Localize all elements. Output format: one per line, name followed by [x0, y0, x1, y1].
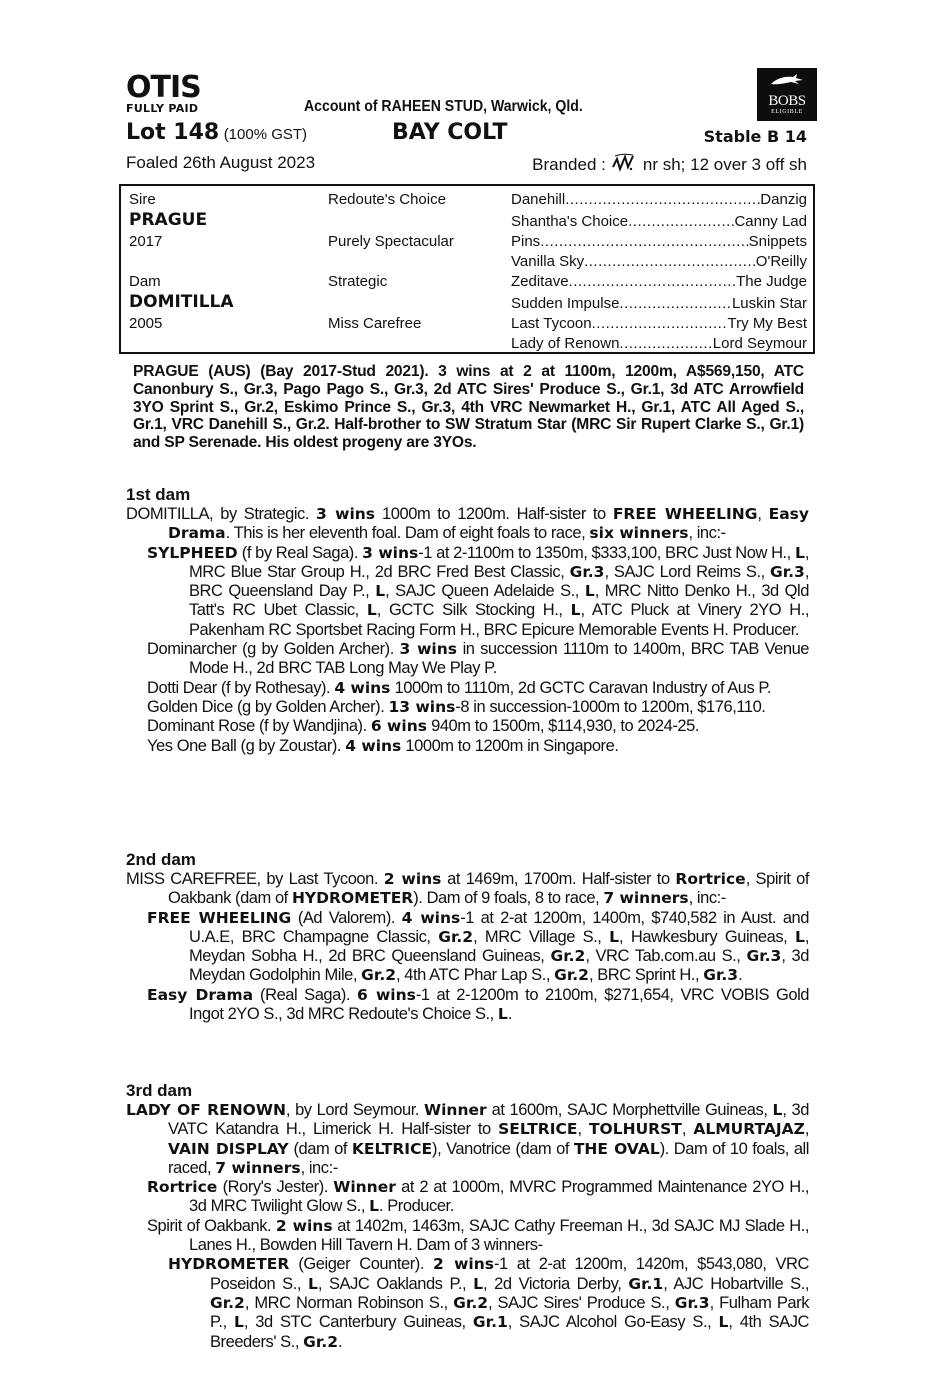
- pedigree-paragraph: LADY OF RENOWN, by Lord Seymour. Winner at 1600m, SAJC Morphettville Guineas, L, 3d VATC Katandra H., Limerick H. Half-sister to SELTRICE, TOLHURST, ALMURTAJAZ, VAIN DISPLAY (dam of KELTRICE), Vanotrice (dam of THE OVAL). Dam of 10 foals, all raced, 7 winners, inc:-: [126, 1101, 810, 1177]
- grandparent-name: Lady of Renown: [511, 335, 620, 352]
- grandparent-sire: Luskin Star: [731, 295, 807, 312]
- second-dam-section: [126, 850, 809, 1024]
- grandparent-row: [511, 273, 807, 290]
- grandparent-row: [511, 295, 807, 312]
- otis-logo: [126, 70, 201, 115]
- grandparent-name: Shantha's Choice: [511, 213, 629, 230]
- sire-dam: Purely Spectacular: [328, 233, 454, 250]
- pedigree-paragraph: Rortrice (Rory's Jester). Winner at 2 at 1000m, MVRC Programmed Maintenance 2YO H., 3d MRC Twilight Glow S., L. Producer.: [147, 1178, 809, 1216]
- grandparent-sire: The Judge: [736, 273, 807, 290]
- grandparent-name: Pins: [511, 233, 541, 250]
- bobs-badge-title: BOBS: [768, 93, 806, 109]
- first-dam-section: [126, 485, 809, 756]
- sire-name: PRAGUE: [129, 210, 208, 230]
- pedigree-paragraph: Golden Dice (g by Golden Archer). 13 wins-8 in succession-1000m to 1200m, $176,110.: [147, 697, 766, 716]
- section-body: [126, 1101, 809, 1352]
- horse-head-icon: [757, 72, 817, 94]
- pedigree-paragraph: MISS CAREFREE, by Last Tycoon. 2 wins at 1469m, 1700m. Half-sister to Rortrice, Spirit of Oakbank (dam of HYDROMETER). Dam of 9 foals, 8 to race, 7 winners, inc:-: [126, 870, 810, 908]
- grandparent-row: [511, 213, 807, 230]
- sire-year: 2017: [129, 233, 163, 250]
- section-title: 3rd dam: [126, 1081, 193, 1100]
- lot-heading: [126, 120, 307, 145]
- pedigree-paragraph: Dominant Rose (f by Wandjina). 6 wins 940m to 1500m, $114,930, to 2024-25.: [147, 717, 699, 736]
- bobs-eligible-badge: [757, 68, 817, 121]
- section-title: 2nd dam: [126, 850, 196, 869]
- horse-description: BAY COLT: [392, 120, 508, 145]
- vendor-account: Account of RAHEEN STUD, Warwick, Qld.: [304, 98, 583, 115]
- sire-summary: PRAGUE (AUS) (Bay 2017-Stud 2021). 3 wins at 2 at 1100m, 1200m, A$569,150, ATC Canonbury S., Gr.3, Pago Pago S., Gr.3, 2d ATC Sires' Produce S., Gr.1, 3d ATC Arrowfield 3YO Sprint S., Gr.2, Eskimo Prince S., Gr.3, 4th VRC Newmarket H., Gr.1, ATC All Aged S., Gr.1, VRC Danehill S., Gr.2. Half-brother to SW Stratum Star (MRC Sir Rupert Clarke S., Gr.1) and SP Serenade. His oldest progeny are 3YOs.: [133, 363, 804, 452]
- pedigree-paragraph: Easy Drama (Real Saga). 6 wins-1 at 2-1200m to 2100m, $271,654, VRC VOBIS Gold Ingot 2YO S., 3d MRC Redoute's Choice S., L.: [147, 985, 810, 1024]
- pedigree-paragraph: FREE WHEELING (Ad Valorem). 4 wins-1 at 2-at 1200m, 1400m, $740,582 in Aust. and U.A.E, BRC Champagne Classic, Gr.2, MRC Village S., L, Hawkesbury Guineas, L, Meydan Sobha H., 2d BRC Queensland Guineas, Gr.2, VRC Tab.com.au S., Gr.3, 3d Meydan Godolphin Mile, Gr.2, 4th ATC Phar Lap S., Gr.2, BRC Sprint H., Gr.3.: [147, 908, 809, 985]
- grandparent-name: Sudden Impulse: [511, 295, 620, 312]
- dam-name: DOMITILLA: [129, 292, 234, 312]
- pedigree-paragraph: Yes One Ball (g by Zoustar). 4 wins 1000m to 1200m in Singapore.: [147, 736, 619, 755]
- grandparent-sire: Try My Best: [727, 315, 807, 332]
- bobs-badge-subtitle: ELIGIBLE: [771, 109, 803, 115]
- lot-number: Lot 148: [126, 120, 220, 145]
- pedigree-paragraph: Dominarcher (g by Golden Archer). 3 wins in succession 1110m to 1400m, BRC TAB Venue Mode H., 2d BRC TAB Long May We Play P.: [147, 640, 810, 678]
- grandparent-sire: Danzig: [760, 191, 807, 208]
- grandparent-sire: O'Reilly: [755, 253, 807, 270]
- grandparent-name: Vanilla Sky: [511, 253, 585, 270]
- grandparent-row: [511, 253, 807, 270]
- sire-sire: Redoute's Choice: [328, 191, 446, 208]
- stable-location: Stable B 14: [703, 127, 807, 146]
- pedigree-paragraph: DOMITILLA, by Strategic. 3 wins 1000m to 1200m. Half-sister to FREE WHEELING, Easy Drama. This is her eleventh foal. Dam of eight foals to race, six winners, inc:-: [126, 505, 809, 543]
- grandparent-name: Danehill: [511, 191, 566, 208]
- dam-year: 2005: [129, 315, 163, 332]
- pedigree-paragraph: SYLPHEED (f by Real Saga). 3 wins-1 at 2-1100m to 1350m, $333,100, BRC Just Now H., L, MRC Blue Star Group H., 2d BRC Fred Best Classic, Gr.3, SAJC Lord Reims S., Gr.3, BRC Queensland Day P., L, SAJC Queen Adelaide S., L, MRC Nitto Denko H., 3d Qld Tatt's RC Ubet Classic, L, GCTC Silk Stocking H., L, ATC Pluck at Vinery 2YO H., Pakenham RC Sportsbet Racing Form H., BRC Epicure Memorable Events H. Producer.: [147, 543, 809, 639]
- grandparent-sire: Lord Seymour: [712, 335, 807, 352]
- brand-text: nr sh; 12 over 3 off sh: [642, 155, 807, 174]
- otis-logo-mark: OTIS: [126, 70, 201, 105]
- grandparent-row: [511, 191, 807, 208]
- pedigree-table: [119, 184, 815, 354]
- third-dam-section: [126, 1081, 809, 1352]
- dam-sire: Strategic: [328, 273, 388, 290]
- branded-label: Branded :: [532, 155, 606, 174]
- brand-mark-icon: [611, 154, 643, 175]
- grandparent-row: [511, 335, 807, 352]
- pedigree-paragraph: Dotti Dear (f by Rothesay). 4 wins 1000m to 1110m, 2d GCTC Caravan Industry of Aus P.: [147, 678, 771, 697]
- section-body: [126, 505, 809, 756]
- grandparent-row: [511, 233, 807, 250]
- dam-label: Dam: [129, 273, 161, 290]
- grandparent-sire: Snippets: [748, 233, 807, 250]
- otis-logo-subtitle: FULLY PAID: [126, 102, 199, 115]
- dam-dam: Miss Carefree: [328, 315, 422, 332]
- gst-note: (100% GST): [223, 126, 308, 143]
- foaled-date: Foaled 26th August 2023: [126, 153, 316, 172]
- section-title: 1st dam: [126, 485, 191, 504]
- pedigree-paragraph: HYDROMETER (Geiger Counter). 2 wins-1 at 2-at 1200m, 1420m, $543,080, VRC Poseidon S., L, SAJC Oaklands P., L, 2d Victoria Derby, Gr.1, AJC Hobartville S., Gr.2, MRC Norman Robinson S., Gr.2, SAJC Sires' Produce S., Gr.3, Fulham Park P., L, 3d STC Canterbury Guineas, Gr.1, SAJC Alcohol Go-Easy S., L, 4th SAJC Breeders' S., Gr.2.: [168, 1255, 809, 1351]
- grandparent-sire: Canny Lad: [734, 213, 807, 230]
- sire-label: Sire: [129, 191, 156, 208]
- brand-info: [532, 153, 807, 175]
- grandparent-name: Last Tycoon: [511, 315, 592, 332]
- grandparent-row: [511, 315, 807, 332]
- grandparent-name: Zeditave: [511, 273, 569, 290]
- section-body: [126, 870, 809, 1024]
- pedigree-paragraph: Spirit of Oakbank. 2 wins at 1402m, 1463m, SAJC Cathy Freeman H., 3d SAJC MJ Slade H., Lanes H., Bowden Hill Tavern H. Dam of 3 winners-: [147, 1216, 810, 1255]
